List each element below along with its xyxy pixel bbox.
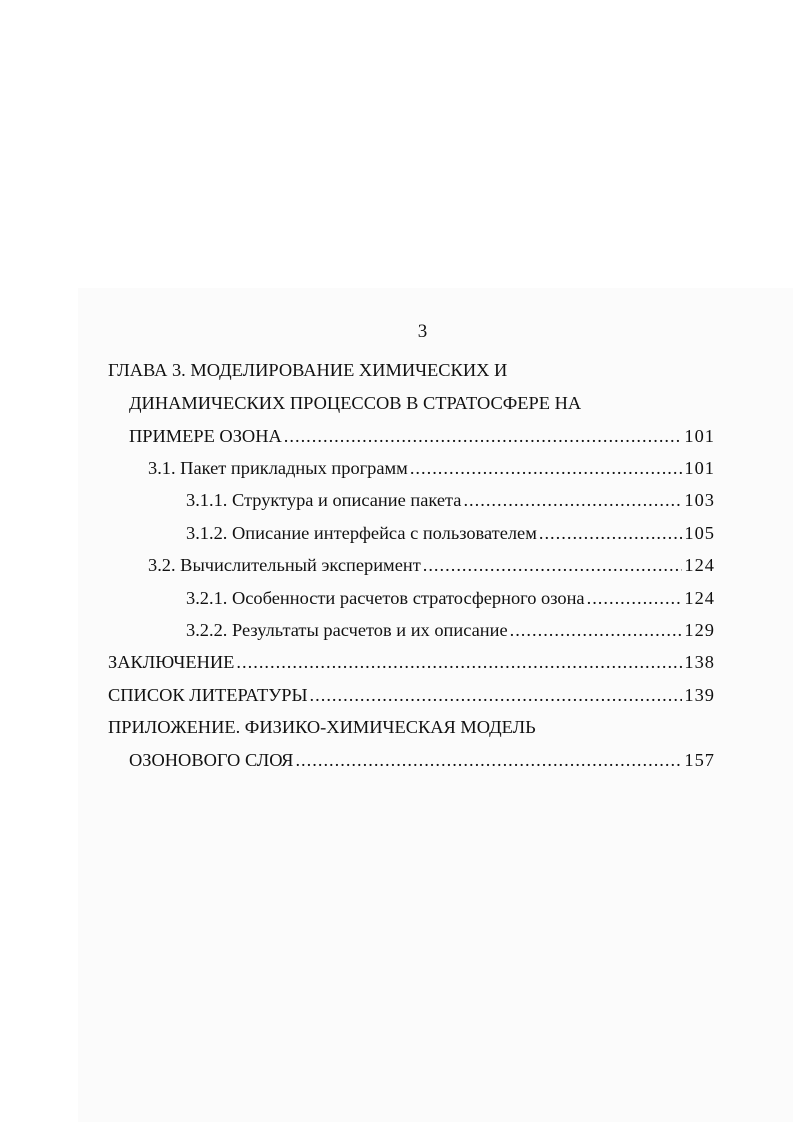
- toc-entry-label: 3.2.2. Результаты расчетов и их описание: [186, 620, 508, 640]
- toc-entry-label: 3.1.1. Структура и описание пакета: [186, 490, 462, 510]
- toc-chapter3-line1: ГЛАВА 3. МОДЕЛИРОВАНИЕ ХИМИЧЕСКИХ И: [108, 360, 508, 380]
- toc-entry-conclusion[interactable]: [108, 651, 715, 673]
- toc-entry-appendix[interactable]: [129, 749, 715, 771]
- toc-page-number: 124: [684, 555, 715, 575]
- toc-entry-label: ПРИМЕРЕ ОЗОНА: [129, 426, 282, 446]
- toc-entry-label: 3.2.1. Особенности расчетов стратосферного озона: [186, 588, 585, 608]
- toc-entry-label: 3.1.2. Описание интерфейса с пользователем: [186, 523, 537, 543]
- toc-entry-3-2[interactable]: [148, 554, 715, 576]
- toc-page-number: 101: [684, 426, 715, 446]
- toc-entry-chapter3[interactable]: [129, 425, 715, 447]
- toc-page-number: 139: [684, 685, 715, 705]
- toc-leader-dots: [510, 619, 683, 641]
- toc-entry-label: СПИСОК ЛИТЕРАТУРЫ: [108, 685, 308, 705]
- toc-leader-dots: [295, 749, 682, 771]
- toc-leader-dots: [463, 489, 682, 511]
- toc-leader-dots: [587, 587, 683, 609]
- toc-page-number: 129: [684, 620, 715, 640]
- toc-page-number: 124: [684, 588, 715, 608]
- toc-entry-label: ЗАКЛЮЧЕНИЕ: [108, 652, 235, 672]
- toc-entry-bibliography[interactable]: [108, 684, 715, 706]
- toc-leader-dots: [423, 554, 683, 576]
- toc-entry-3-1-1[interactable]: [186, 489, 715, 511]
- toc-entry-3-1-2[interactable]: [186, 522, 715, 544]
- toc-page-number: 138: [684, 652, 715, 672]
- toc-page-number: 101: [684, 458, 715, 478]
- toc-appendix-line1: ПРИЛОЖЕНИЕ. ФИЗИКО-ХИМИЧЕСКАЯ МОДЕЛЬ: [108, 717, 536, 737]
- toc-page-number: 103: [684, 490, 715, 510]
- toc-entry-label: 3.2. Вычислительный эксперимент: [148, 555, 421, 575]
- toc-entry-label: ОЗОНОВОГО СЛОЯ: [129, 750, 294, 770]
- toc-entry-label: 3.1. Пакет прикладных программ: [148, 458, 408, 478]
- page-number: 3: [417, 321, 428, 342]
- toc-leader-dots: [236, 651, 682, 673]
- toc-leader-dots: [410, 457, 683, 479]
- toc-entry-3-2-1[interactable]: [186, 587, 715, 609]
- toc-leader-dots: [310, 684, 683, 706]
- toc-leader-dots: [284, 425, 683, 447]
- toc-leader-dots: [539, 522, 683, 544]
- toc-entry-3-1[interactable]: [148, 457, 715, 479]
- toc-page-number: 157: [684, 750, 715, 770]
- toc-page-number: 105: [684, 523, 715, 543]
- toc-chapter3-line2: ДИНАМИЧЕСКИХ ПРОЦЕССОВ В СТРАТОСФЕРЕ НА: [129, 393, 582, 413]
- toc-entry-3-2-2[interactable]: [186, 619, 715, 641]
